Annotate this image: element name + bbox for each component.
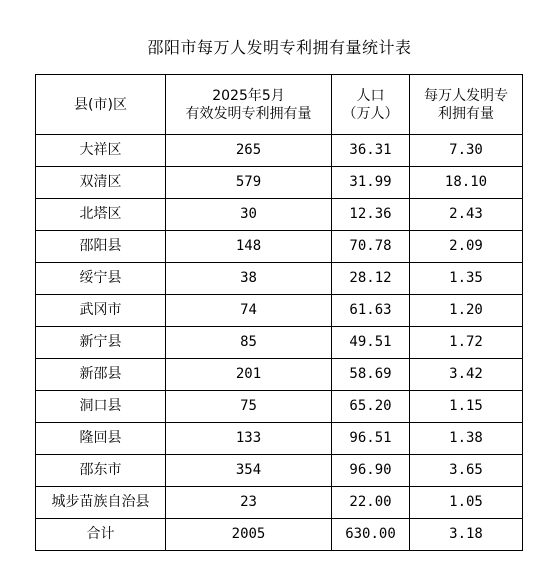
table-row xyxy=(36,359,523,391)
cell-region: 武冈市 xyxy=(36,295,166,327)
cell-per-capita: 7.30 xyxy=(410,135,523,167)
table-row xyxy=(36,167,523,199)
cell-patents: 354 xyxy=(166,455,332,487)
total-row xyxy=(36,519,523,551)
cell-per-capita: 1.72 xyxy=(410,327,523,359)
table-row xyxy=(36,391,523,423)
table-row xyxy=(36,263,523,295)
header-population-line2: （万人） xyxy=(342,105,399,122)
table-row xyxy=(36,423,523,455)
cell-population: 31.99 xyxy=(332,167,410,199)
cell-per-capita: 18.10 xyxy=(410,167,523,199)
header-population xyxy=(332,75,410,135)
header-per-capita-line1: 每万人发明专 xyxy=(424,87,508,104)
cell-population: 96.90 xyxy=(332,455,410,487)
header-row xyxy=(36,75,523,135)
cell-per-capita: 1.20 xyxy=(410,295,523,327)
cell-population: 36.31 xyxy=(332,135,410,167)
cell-per-capita: 1.35 xyxy=(410,263,523,295)
cell-patents: 201 xyxy=(166,359,332,391)
cell-region: 新宁县 xyxy=(36,327,166,359)
cell-patents: 30 xyxy=(166,199,332,231)
header-patents xyxy=(166,75,332,135)
cell-patents: 85 xyxy=(166,327,332,359)
cell-region: 北塔区 xyxy=(36,199,166,231)
cell-region: 洞口县 xyxy=(36,391,166,423)
cell-population: 22.00 xyxy=(332,487,410,519)
header-region-label: 县(市)区 xyxy=(74,96,127,113)
table-row xyxy=(36,199,523,231)
table-body xyxy=(36,135,523,551)
cell-patents: 579 xyxy=(166,167,332,199)
cell-region: 绥宁县 xyxy=(36,263,166,295)
cell-region: 新邵县 xyxy=(36,359,166,391)
table-row xyxy=(36,135,523,167)
patent-statistics-table xyxy=(35,74,523,551)
cell-per-capita: 1.38 xyxy=(410,423,523,455)
cell-region: 隆回县 xyxy=(36,423,166,455)
header-per-capita xyxy=(410,75,523,135)
cell-population: 630.00 xyxy=(332,519,410,551)
cell-population: 96.51 xyxy=(332,423,410,455)
cell-population: 28.12 xyxy=(332,263,410,295)
cell-patents: 74 xyxy=(166,295,332,327)
cell-per-capita: 3.65 xyxy=(410,455,523,487)
table-row xyxy=(36,327,523,359)
cell-patents: 38 xyxy=(166,263,332,295)
table-row xyxy=(36,487,523,519)
cell-patents: 148 xyxy=(166,231,332,263)
cell-population: 58.69 xyxy=(332,359,410,391)
cell-region: 邵阳县 xyxy=(36,231,166,263)
cell-region: 双清区 xyxy=(36,167,166,199)
cell-patents: 75 xyxy=(166,391,332,423)
cell-per-capita: 2.09 xyxy=(410,231,523,263)
cell-patents: 23 xyxy=(166,487,332,519)
cell-population: 65.20 xyxy=(332,391,410,423)
cell-per-capita: 2.43 xyxy=(410,199,523,231)
cell-population: 12.36 xyxy=(332,199,410,231)
cell-per-capita: 1.05 xyxy=(410,487,523,519)
header-patents-line1: 2025年5月 xyxy=(212,87,285,104)
header-region xyxy=(36,75,166,135)
table-row xyxy=(36,455,523,487)
cell-per-capita: 1.15 xyxy=(410,391,523,423)
cell-population: 70.78 xyxy=(332,231,410,263)
cell-region: 城步苗族自治县 xyxy=(36,487,166,519)
cell-per-capita: 3.18 xyxy=(410,519,523,551)
cell-region: 大祥区 xyxy=(36,135,166,167)
cell-region: 邵东市 xyxy=(36,455,166,487)
cell-patents: 133 xyxy=(166,423,332,455)
cell-patents: 2005 xyxy=(166,519,332,551)
cell-population: 61.63 xyxy=(332,295,410,327)
table-row xyxy=(36,231,523,263)
header-patents-line2: 有效发明专利拥有量 xyxy=(185,105,312,122)
table-header xyxy=(36,75,523,135)
table-row xyxy=(36,295,523,327)
table-title: 邵阳市每万人发明专利拥有量统计表 xyxy=(147,38,412,57)
header-per-capita-line2: 利拥有量 xyxy=(438,105,494,122)
cell-region: 合计 xyxy=(36,519,166,551)
header-population-line1: 人口 xyxy=(356,87,385,104)
cell-per-capita: 3.42 xyxy=(410,359,523,391)
cell-population: 49.51 xyxy=(332,327,410,359)
cell-patents: 265 xyxy=(166,135,332,167)
